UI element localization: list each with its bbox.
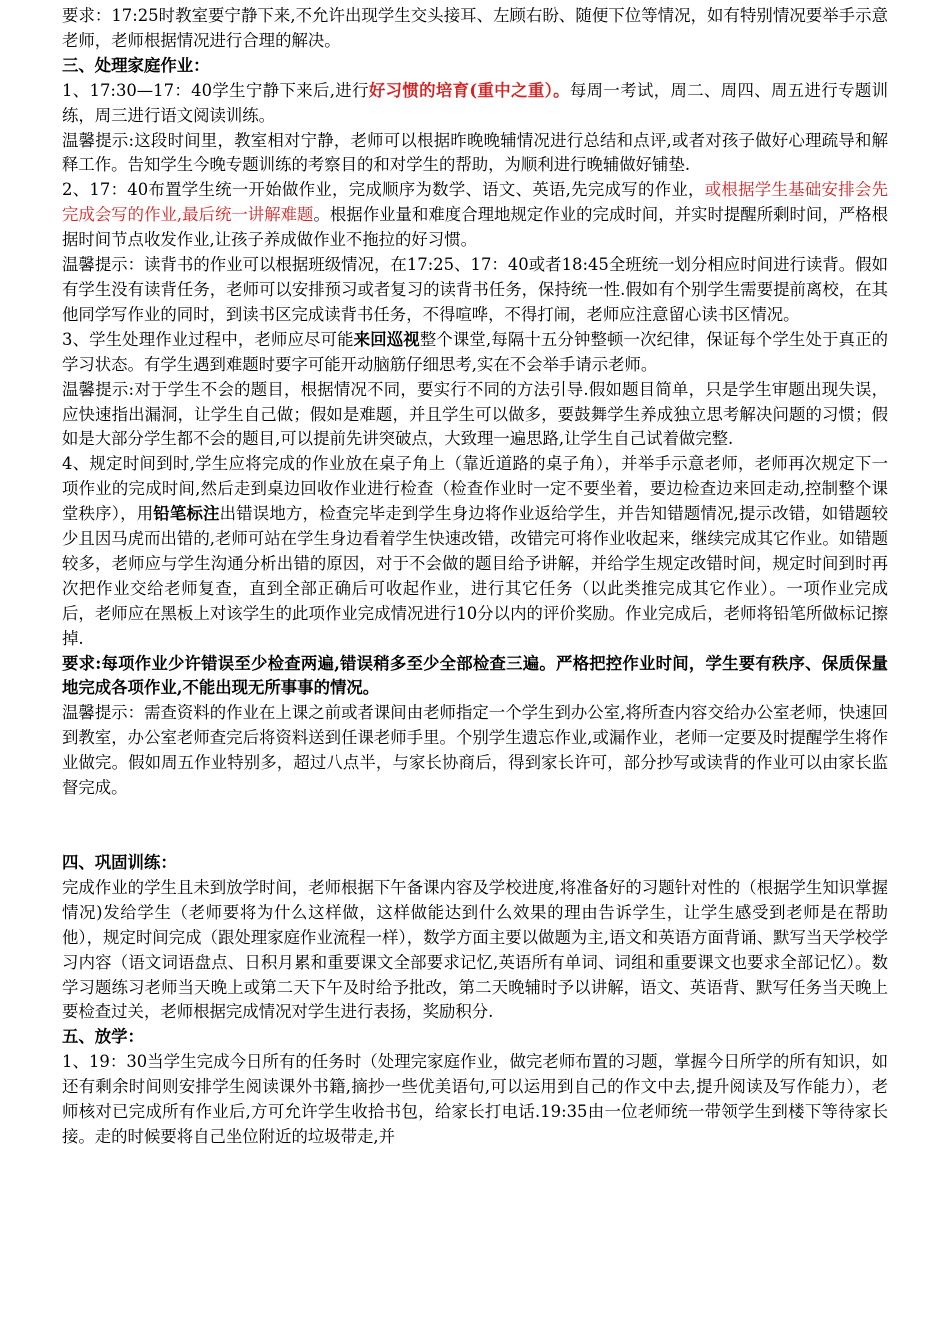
section-heading [62,851,888,876]
paragraph [62,79,888,129]
text-run: 四、巩固训练： [62,853,177,872]
paragraph [62,1050,888,1150]
paragraph [62,328,888,378]
text-run: 出错误地方，检查完毕走到学生身边将作业返给学生，并告知错题情况,提示改错，如错题较少且因马虎而出错的,老师可站在学生身边看着学生快速改错，改错完可将作业收起来，继续完成其它作业。如错题较多，老师应与学生沟通分析出错的原因，对于不会做的题目给予讲解，并给学生规定改错时间，规定时间到时再次把作业交给老师复查，直到全部正确后可收起作业，进行其它任务（以此类推完成其它作业）。一项作业完成后，老师应在黑板上对该学生的此项作业完成情况进行10分以内的评价奖励。作业完成后，老师将铅笔所做标记擦掉. [62,504,888,648]
paragraph [62,129,888,179]
paragraph [62,452,888,651]
text-run: 五、放学： [62,1027,144,1047]
text-run: 2、17：40布置学生统一开始做作业，完成顺序为数学、语文、英语,先完成写的作业， [62,180,705,200]
section-heading [62,54,888,79]
paragraph [62,178,888,253]
paragraph [62,876,888,1025]
paragraph [62,701,888,801]
text-run: 要求：17:25时教室要宁静下来,不允许出现学生交头接耳、左顾右盼、随便下位等情况，如有特别情况要举手示意老师，老师根据情况进行合理的解决。 [62,6,888,50]
emphasis-text: 好习惯的培育(重中之重）。 [368,80,570,100]
emphasis-text: 铅笔标注 [153,504,220,524]
text-run: 1、17:30—17：40学生宁静下来后,进行 [62,80,369,100]
text-run: 要求:每项作业少许错误至少检查两遍,错误稍多至少全部检查三遍。严格把控作业时间，学生要有秩序、保质保量地完成各项作业,不能出现无所事事的情况。 [62,653,888,698]
text-run: 整个课堂,每隔十五分钟整顿一次纪律，保证每个学生处于真正的学习状态。有学生遇到难题时要字可能开动脑筋仔细思考,实在不会举手请示老师。 [62,329,888,374]
section-heading [62,1025,888,1050]
paragraph [62,4,888,54]
text-run: 3、学生处理作业过程中，老师应尽可能 [62,329,354,349]
paragraph [62,378,888,453]
text-run: 温馨提示:这段时间里，教室相对宁静，老师可以根据昨晚晚辅情况进行总结和点评,或者对孩子做好心理疏导和解释工作。告知学生今晚专题训练的考察目的和对学生的帮助，为顺利进行晚辅做好铺垫. [62,130,888,175]
text-run: 温馨提示:对于学生不会的题目，根据情况不同，要实行不同的方法引导.假如题目简单，只是学生审题出现失误，应快速指出漏洞，让学生自己做；假如是难题，并且学生可以做多，要鼓舞学生养成独立思考解决问题的习惯；假如是大部分学生都不会的题目,可以提前先讲突破点，大致理一遍思路,让学生自己试着做完整. [62,379,888,449]
text-run: 4、规定时间到时,学生应将完成的作业放在桌子角上（靠近道路的桌子角），并举手示意老师，老师再次规定下一项作业的完成时间,然后走到桌边回收作业进行检查（检查作业时一定不要坐着，要边检查边来回走动,控制整个课堂秩序），用 [62,454,888,524]
text-run: 温馨提示：读背书的作业可以根据班级情况，在17:25、17：40或者18:45全班统一划分相应时间进行读背。假如有学生没有读背任务，老师可以安排预习或者复习的读背书任务，保持统一性.假如有个别学生需要提前离校，在其他同学写作业的同时，到读书区完成读背书任务，不得喧哗，不得打闹，老师应注意留心读书区情况。 [62,255,888,324]
text-run: 每周一考试，周二、周四、周五进行专题训练，周三进行语文阅读训练。 [62,80,888,125]
emphasis-text: 或根据学生基础安排会先完成会写的作业,最后统一讲解难题 [62,180,888,225]
text-run: 1、19：30当学生完成今日所有的任务时（处理完家庭作业，做完老师布置的习题，掌握今日所学的所有知识，如还有剩余时间则安排学生阅读课外书籍,摘抄一些优美语句,可以运用到自己的作文中去,提升阅读及写作能力），老师核对已完成所有作业后,方可允许学生收拾书包，给家长打电话.19:35由一位老师统一带领学生到楼下等待家长接。走的时候要将自己坐位附近的垃圾带走,并 [62,1052,888,1146]
text-run: 。根据作业量和难度合理地规定作业的完成时间，并实时提醒所剩时间，严格根据时间节点收发作业,让孩子养成做作业不拖拉的好习惯。 [62,205,888,250]
paragraph [62,253,888,328]
text-run: 三、处理家庭作业： [62,55,210,75]
text-run: 完成作业的学生且未到放学时间，老师根据下午备课内容及学校进度,将准备好的习题针对性的（根据学生知识掌握情况)发给学生（老师要将为什么这样做，这样做能达到什么效果的理由告诉学生，让学生感受到老师是在帮助他），规定时间完成（跟处理家庭作业流程一样），数学方面主要以做题为主,语文和英语方面背诵、默写当天学校学习内容（语文词语盘点、日积月累和重要课文全部要求记忆,英语所有单词、词组和重要课文也要求全部记忆）。数学习题练习老师当天晚上或第二天下午及时给予批改，第二天晚辅时予以讲解，语文、英语背、默写任务当天晚上要检查过关，老师根据完成情况对学生进行表扬，奖励积分. [62,877,888,1022]
text-run: 温馨提示：需查资料的作业在上课之前或者课间由老师指定一个学生到办公室,将所查内容交给办公室老师，快速回到教室，办公室老师查完后将资料送到任课老师手里。个别学生遗忘作业,或漏作业，老师一定要及时提醒学生将作业做完。假如周五作业特别多，超过八点半，与家长协商后，得到家长许可，部分抄写或读背的作业可以由家长监督完成。 [62,703,888,798]
section-heading [62,652,888,702]
emphasis-text: 来回巡视 [353,329,420,349]
section-gap [62,801,888,851]
